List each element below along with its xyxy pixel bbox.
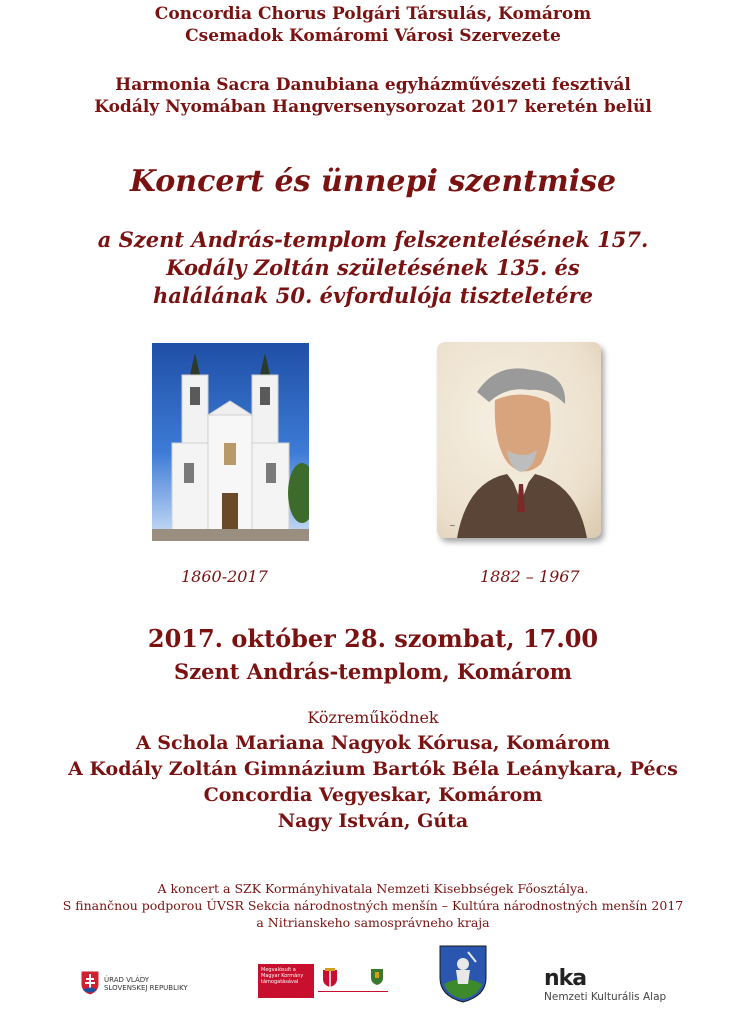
slovak-government-logo [80, 968, 190, 998]
komarom-crest-icon [438, 944, 488, 1004]
sponsor-line: a Nitrianskeho samosprávneho kraja [256, 915, 490, 930]
participants-label: Közreműködnek [307, 708, 439, 727]
hungary-crest-icon [322, 968, 338, 988]
portrait-illustration [437, 342, 601, 538]
participants-list [0, 730, 746, 834]
church-photo [152, 343, 309, 541]
portrait-caption: 1882 – 1967 [480, 567, 580, 586]
subtitle [0, 226, 746, 310]
slovak-logo-line: ÚRAD VLÁDY [104, 976, 150, 984]
sponsor-line: S finančnou podporou ÚVSR Sekcia národnostných menšín – Kultúra národnostných menšín 2017 [62, 898, 684, 913]
participant: A Schola Mariana Nagyok Kórusa, Komárom [135, 732, 611, 754]
subtitle-line: a Szent András-templom felszentelésének 157. [97, 227, 649, 252]
hungary-support-box: Megvalósult a Magyar Kormány támogatásával [258, 964, 314, 998]
church-caption: 1860-2017 [181, 567, 268, 586]
bethlen-crest-icon [370, 968, 384, 986]
sponsor-line: A koncert a SZK Kormányhivatala Nemzeti Kisebbségek Főosztálya. [157, 881, 589, 896]
event-date: 2017. október 28. szombat, 17.00 [147, 624, 599, 653]
svg-text:~: ~ [449, 521, 456, 530]
page-title: Koncert és ünnepi szentmise [129, 164, 617, 199]
organizers [0, 3, 746, 47]
subtitle-line: Kodály Zoltán születésének 135. és [166, 255, 580, 280]
participant: Concordia Vegyeskar, Komárom [203, 784, 543, 806]
participant: Nagy István, Gúta [277, 810, 469, 832]
event-place: Szent András-templom, Komárom [174, 659, 572, 684]
hungarian-government-logo [258, 964, 392, 998]
festival-line: Kodály Nyomában Hangversenysorozat 2017 keretén belül [94, 97, 652, 117]
slovak-logo-text [104, 976, 188, 992]
organizer-line: Csemadok Komáromi Városi Szervezete [185, 26, 561, 46]
nka-name: Nemzeti Kulturális Alap [544, 991, 667, 1003]
organizer-line: Concordia Chorus Polgári Társulás, Komárom [154, 4, 592, 24]
festival-line: Harmonia Sacra Danubiana egyházművészeti fesztivál [115, 75, 631, 95]
hungary-divider [318, 991, 388, 992]
nka-mark: nka [544, 966, 587, 991]
sponsor-text [0, 880, 746, 931]
subtitle-line: halálának 50. évfordulója tiszteletére [152, 283, 594, 308]
festival-info [0, 74, 746, 118]
kodaly-portrait [437, 342, 601, 538]
slovak-crest-icon [80, 970, 100, 996]
komarom-crest [438, 944, 488, 1004]
church-illustration [152, 343, 309, 541]
nka-logo [544, 966, 684, 1002]
participant: A Kodály Zoltán Gimnázium Bartók Béla Leánykara, Pécs [68, 758, 678, 780]
slovak-logo-line: SLOVENSKEJ REPUBLIKY [104, 984, 188, 992]
